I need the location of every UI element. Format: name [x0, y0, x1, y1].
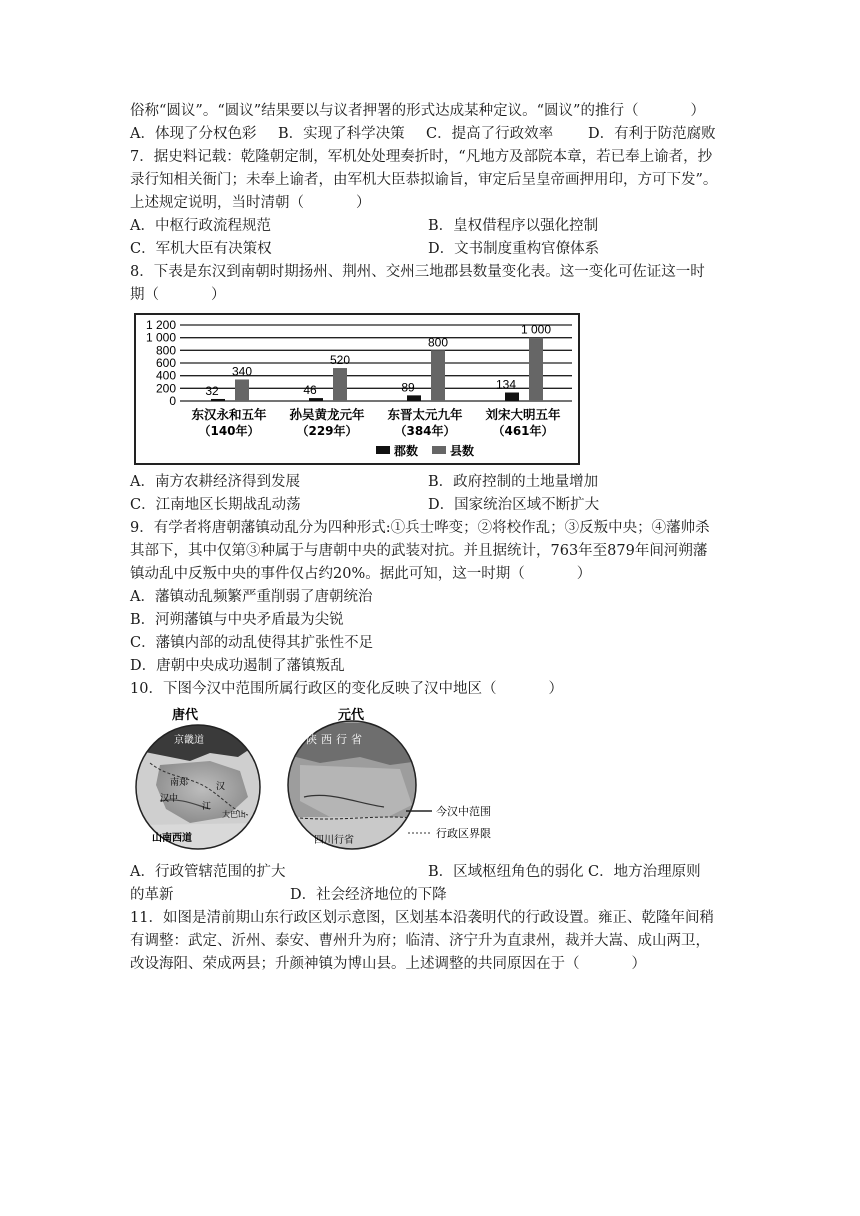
q7-option-d[interactable]: D．文书制度重构官僚体系 — [428, 241, 600, 257]
x-category-label: 东晋太元九年 — [387, 407, 463, 422]
q7-options-row2 — [130, 238, 730, 261]
tang-label-han: 汉 — [216, 782, 226, 792]
q6-option-a[interactable]: A．体现了分权色彩 — [130, 126, 257, 142]
data-label: 1 000 — [520, 322, 552, 337]
q8-option-b[interactable]: B．政府控制的土地量增加 — [428, 474, 599, 490]
x-category-label: 刘宋大明五年 — [485, 407, 561, 422]
q8-options-row2 — [130, 494, 730, 517]
q9-option-a[interactable]: A．藩镇动乱频繁严重削弱了唐朝统治 — [130, 589, 373, 605]
y-tick-label: 400 — [155, 368, 176, 383]
tang-label-hanzhong: 汉中 — [160, 794, 179, 804]
data-label: 89 — [401, 380, 415, 395]
legend-swatch — [432, 446, 446, 454]
tang-label-jingji: 京畿道 — [174, 735, 204, 746]
q7-option-c[interactable]: C．军机大臣有决策权 — [130, 241, 272, 257]
q7-stem-line2: 录行知相关衙门；未奉上谕者，由军机大臣恭拟谕旨，审定后呈皇帝画押用印，方可下发”。 — [130, 172, 718, 188]
legend-hanzhong: 今汉中范围 — [436, 805, 491, 818]
q6-stem: 俗称“圆议”。“圆议”结果要以与议者押署的形式达成某种定议。“圆议”的推行（ ） — [130, 103, 705, 119]
q10-stem: 10．下图今汉中范围所属行政区的变化反映了汉中地区（ ） — [130, 681, 563, 697]
data-label: 46 — [303, 383, 317, 398]
exam-page — [130, 100, 730, 976]
bar-commanderies — [211, 399, 225, 401]
q9-stem-line2: 其部下，其中仅第③种属于与唐朝中央的武装对抗。并且据统计，763年至879年间河朔藩 — [130, 543, 708, 559]
county-count-chart — [134, 313, 580, 465]
x-category-label: 孙吴黄龙元年 — [289, 407, 365, 422]
q7-stem-line1: 7．据史料记载：乾隆朝定制，军机处处理奏折时，“凡地方及部院本章，若已奉上谕者，抄 — [130, 149, 713, 165]
q9-stem-line1: 9．有学者将唐朝藩镇动乱分为四种形式:①兵士哗变；②将校作乱；③反叛中央；④藩帅杀 — [130, 520, 710, 536]
data-label: 520 — [329, 353, 351, 368]
q9-stem-line3: 镇动乱中反叛中央的事件仅占约20%。据此可知，这一时期（ ） — [130, 566, 592, 582]
q8-option-d[interactable]: D．国家统治区域不断扩大 — [428, 497, 600, 513]
data-label: 32 — [205, 383, 219, 398]
tang-label-dabashan: 大巴山 — [222, 810, 246, 819]
legend-label: 县数 — [450, 444, 475, 458]
yuan-map — [280, 705, 570, 855]
yuan-label-shaanxi: 陕西行省 — [306, 733, 366, 746]
tang-label-shannanxidao: 山南西道 — [152, 833, 192, 844]
q11-stem-line3: 改设海阳、荣成两县；升颜神镇为博山县。上述调整的共同原因在于（ ） — [130, 956, 646, 972]
x-year-label: （140年） — [198, 424, 260, 438]
y-tick-label: 200 — [155, 381, 176, 396]
y-tick-label: 600 — [155, 356, 176, 370]
q10-option-c[interactable]: C．地方治理原则 — [588, 864, 701, 880]
q6-option-b[interactable]: B．实现了科学决策 — [278, 126, 405, 142]
x-year-label: （229年） — [296, 424, 358, 438]
yuan-map-title: 元代 — [338, 708, 365, 723]
data-label: 134 — [495, 377, 517, 392]
data-label: 340 — [231, 364, 253, 379]
x-year-label: （461年） — [492, 424, 554, 438]
q6-option-d[interactable]: D．有利于防范腐败 — [588, 126, 716, 142]
bar-commanderies — [505, 393, 519, 401]
tang-label-nanzheng: 南郑 — [170, 778, 189, 788]
hanzhong-maps — [130, 705, 730, 857]
y-tick-label: 1 000 — [145, 330, 176, 345]
q8-stem-line2: 期（ ） — [130, 287, 226, 303]
bar-counties — [235, 379, 249, 401]
q9-option-c[interactable]: C．藩镇内部的动乱使得其扩张性不足 — [130, 635, 374, 651]
tang-map — [130, 705, 270, 855]
q8-options-row1 — [130, 471, 730, 494]
q7-option-b[interactable]: B．皇权借程序以强化控制 — [428, 218, 599, 234]
q10-option-a[interactable]: A．行政管辖范围的扩大 — [130, 864, 286, 880]
bar-counties — [529, 338, 543, 401]
q8-option-c[interactable]: C．江南地区长期战乱动荡 — [130, 497, 301, 513]
yuan-label-sichuan: 四川行省 — [314, 835, 354, 846]
q11-stem-line1: 11．如图是清前期山东行政区划示意图，区划基本沿袭明代的行政设置。雍正、乾隆年间稍 — [130, 910, 714, 926]
bar-commanderies — [407, 395, 421, 401]
bar-commanderies — [309, 398, 323, 401]
q11-stem-line2: 有调整：武定、沂州、泰安、曹州升为府；临清、济宁升为直隶州，裁并大嵩、成山两卫， — [130, 933, 710, 949]
q9-option-b[interactable]: B．河朔藩镇与中央矛盾最为尖锐 — [130, 612, 344, 628]
q7-option-a[interactable]: A．中枢行政流程规范 — [130, 218, 271, 234]
x-year-label: （384年） — [394, 424, 456, 438]
q7-stem-line3: 上述规定说明，当时清朝（ ） — [130, 195, 371, 211]
bar-chart-svg — [136, 315, 578, 463]
x-category-label: 东汉永和五年 — [191, 407, 267, 422]
q10-options-row2 — [130, 884, 730, 907]
bar-counties — [431, 350, 445, 401]
q10-option-b[interactable]: B．区域枢纽角色的弱化 — [428, 864, 584, 880]
q10-options-row1 — [130, 861, 730, 884]
legend-boundary: 行政区界限 — [436, 827, 491, 840]
q9-option-d[interactable]: D．唐朝中央成功遏制了藩镇叛乱 — [130, 658, 345, 674]
data-label: 800 — [427, 335, 449, 350]
tang-map-title: 唐代 — [172, 708, 199, 723]
y-tick-label: 800 — [155, 343, 176, 358]
q10-option-d[interactable]: D．社会经济地位的下降 — [290, 887, 447, 903]
y-tick-label: 1 200 — [145, 318, 176, 332]
q6-options — [130, 123, 730, 146]
q10-option-c-cont[interactable]: 的革新 — [130, 887, 174, 903]
q7-options-row1 — [130, 215, 730, 238]
tang-label-jiang: 江 — [202, 802, 212, 812]
legend-label: 郡数 — [394, 444, 419, 458]
legend-swatch — [376, 446, 390, 454]
bar-counties — [333, 368, 347, 401]
y-tick-label: 0 — [169, 394, 176, 408]
q8-option-a[interactable]: A．南方农耕经济得到发展 — [130, 474, 300, 490]
q6-option-c[interactable]: C．提高了行政效率 — [426, 126, 554, 142]
q8-stem-line1: 8．下表是东汉到南朝时期扬州、荆州、交州三地郡县数量变化表。这一变化可佐证这一时 — [130, 264, 705, 280]
